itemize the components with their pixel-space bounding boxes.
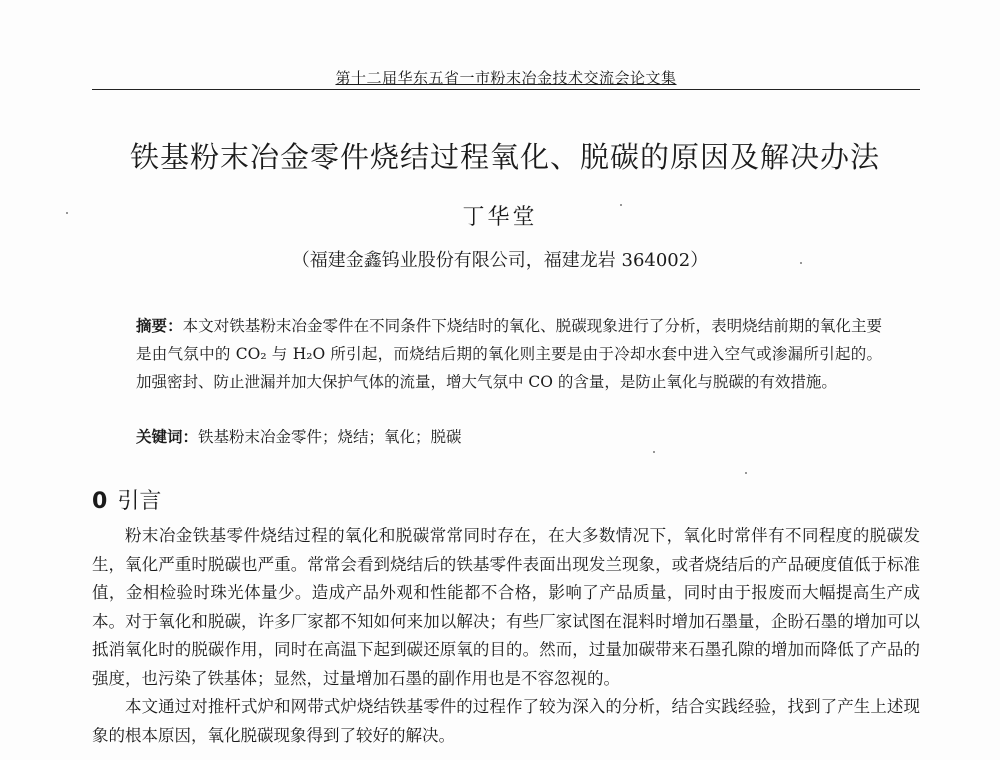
scan-speck xyxy=(620,204,622,206)
keywords-text: 铁基粉末冶金零件；烧结；氧化；脱碳 xyxy=(198,428,462,446)
scan-speck xyxy=(745,472,747,474)
scan-speck xyxy=(66,212,68,214)
body-paragraph: 本文通过对推杆式炉和网带式炉烧结铁基零件的过程作了较为深入的分析，结合实践经验，找到了产生上述现象的根本原因，氧化脱碳现象得到了较好的解决。 xyxy=(92,697,920,745)
running-title: 第十二届华东五省一市粉末冶金技术交流会论文集 xyxy=(335,69,677,87)
abstract-label: 摘要： xyxy=(136,316,183,335)
paper-title: 铁基粉末冶金零件烧结过程氧化、脱碳的原因及解决办法 xyxy=(129,140,880,174)
running-header xyxy=(92,60,920,96)
body-text xyxy=(92,522,920,750)
section-number: 0 xyxy=(92,489,108,514)
header-rule xyxy=(92,89,920,90)
body-paragraph: 粉末冶金铁基零件烧结过程的氧化和脱碳常常同时存在，在大多数情况下，氧化时常伴有不同程度的脱碳发生，氧化严重时脱碳也严重。常常会看到烧结后的铁基零件表面出现发兰现象，或者烧结后的产品硬度值低于标准值，金相检验时珠光体量少。造成产品外观和性能都不合格，影响了产品质量，同时由于报废而大幅提高生产成本。对于氧化和脱碳，许多厂家都不知如何来加以解决；有些厂家试图在混料时增加石墨量，企盼石墨的增加可以抵消氧化时的脱碳作用，同时在高温下起到碳还原氧的目的。然而，过量加碳带来石墨孔隙的增加而降低了产品的强度，也污染了铁基体；显然，过量增加石墨的副作用也是不容忽视的。 xyxy=(92,526,920,688)
abstract xyxy=(136,312,882,396)
paper-author: 丁华堂 xyxy=(462,205,538,230)
keywords xyxy=(136,425,882,447)
scan-speck xyxy=(800,262,802,264)
keywords-label: 关键词： xyxy=(136,427,199,446)
abstract-text: 本文对铁基粉末冶金零件在不同条件下烧结时的氧化、脱碳现象进行了分析，表明烧结前期的氧化主要是由气氛中的 CO₂ 与 H₂O 所引起，而烧结后期的氧化则主要是由于冷却水套中进入空气或渗漏所引起的。加强密封、防止泄漏并加大保护气体的流量，增大气氛中 CO 的含量，是防止氧化与脱碳的有效措施。 xyxy=(136,317,882,391)
paper-affiliation: （福建金鑫钨业股份有限公司，福建龙岩 364002） xyxy=(291,250,709,271)
section-title: 引言 xyxy=(117,489,162,514)
scan-speck xyxy=(653,451,655,453)
section-heading xyxy=(92,484,161,515)
